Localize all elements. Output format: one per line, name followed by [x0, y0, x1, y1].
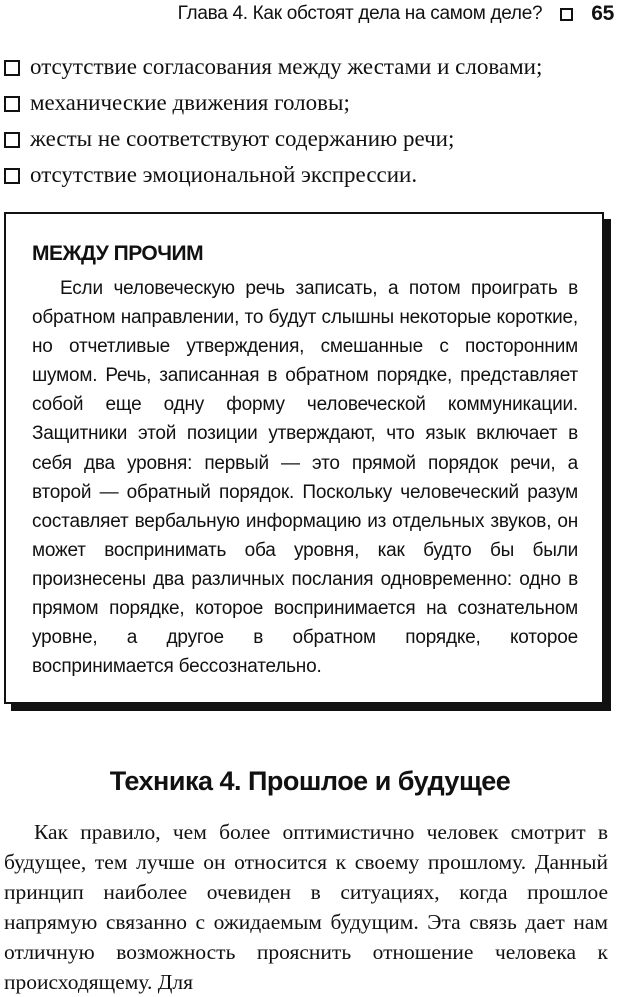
section-heading: Техника 4. Прошлое и будущее	[109, 766, 511, 796]
list-item	[4, 49, 614, 85]
square-icon	[560, 8, 573, 21]
sidebar-heading: МЕЖДУ ПРОЧИМ	[32, 242, 204, 265]
chapter-title: Глава 4. Как обстоят дела на самом деле?	[177, 3, 543, 24]
list-item	[4, 121, 614, 157]
list-item	[4, 85, 614, 121]
running-head	[0, 2, 614, 26]
sidebar-box	[4, 212, 604, 704]
checkbox-icon	[4, 96, 20, 112]
page-number: 65	[591, 2, 614, 25]
body-paragraph: Как правило, чем более оптимистично человек смотрит в будущее, тем лучше он относится к своему прошлому. Данный принцип наиболее очевиден в ситуациях, когда прошлое напрямую связанно с ожидаемым будущим. Эта связь дает нам отличную возможность прояснить отношение человека к происходящему. Для	[4, 820, 608, 994]
checkbox-icon	[4, 168, 20, 184]
sidebar-text: Если человеческую речь записать, а потом проиграть в обратном направлении, то будут слышны некоторые короткие, но отчетливые утверждения, смешанные с посторонним шумом. Речь, записанная в обратном порядке, представляет собой еще одну форму человеческой коммуникации. Защитники этой позиции утверждают, что язык включает в себя два уровня: первый — это прямой порядок речи, а второй — обратный порядок. Поскольку человеческий разум составляет вербальную информацию из отдельных звуков, он может воспринимать оба уровня, как будто бы были произнесены два различных послания одновременно: одно в прямом порядке, которое воспринимается на сознательном уровне, а другое в обратном порядке, которое воспринимается бессознательно.	[32, 278, 578, 678]
list-item-text: механические движения головы;	[30, 90, 350, 115]
checkbox-icon	[4, 132, 20, 148]
checkbox-icon	[4, 60, 20, 76]
checklist	[4, 49, 614, 193]
list-item-text: жесты не соответствуют содержанию речи;	[30, 126, 455, 151]
list-item-text: отсутствие эмоциональной экспрессии.	[30, 162, 418, 187]
list-item-text: отсутствие согласования между жестами и словами;	[30, 54, 543, 79]
list-item	[4, 157, 614, 193]
